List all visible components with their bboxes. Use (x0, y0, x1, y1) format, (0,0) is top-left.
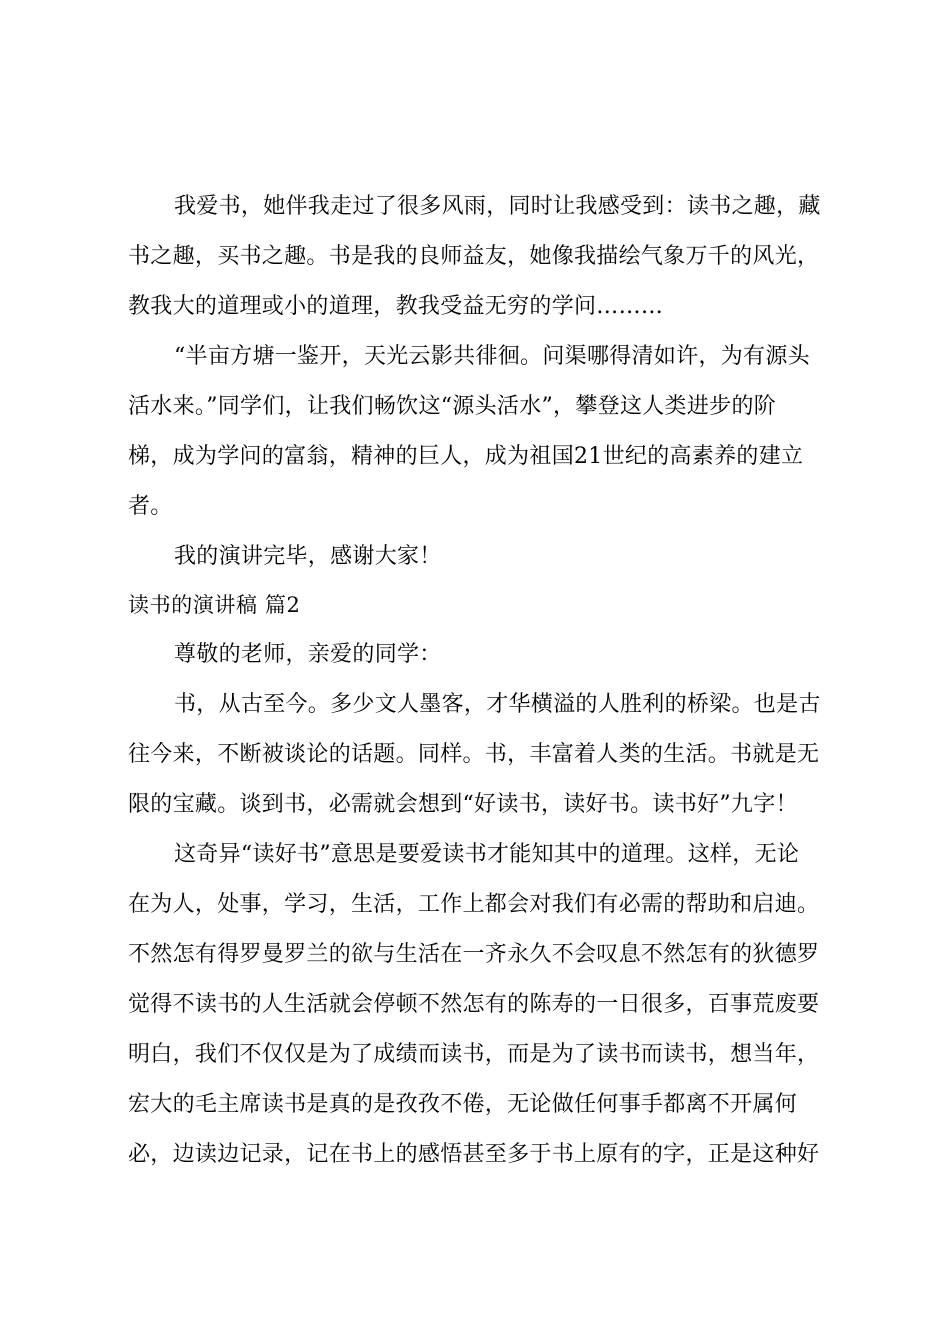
paragraph-5-line-2: 在为人，处事，学习，生活，工作上都会对我们有必需的帮助和启迪。 (128, 892, 820, 917)
paragraph-1-line-3: 教我大的道理或小的道理，教我受益无穷的学问……… (128, 294, 664, 319)
section-heading: 读书的演讲稿 篇2 (128, 593, 301, 617)
paragraph-3-line-1: 我的演讲完毕，感谢大家！ (174, 544, 442, 569)
paragraph-2-line-3: 梯，成为学问的富翁，精神的巨人，成为祖国21世纪的高素养的建立 (128, 444, 804, 469)
greeting: 尊敬的老师，亲爱的同学： (174, 642, 442, 667)
paragraph-5-line-7: 必，边读边记录，记在书上的感悟甚至多于书上原有的字，正是这种好 (128, 1142, 820, 1167)
paragraph-1-line-1: 我爱书，她伴我走过了很多风雨，同时让我感受到：读书之趣，藏 (174, 194, 821, 219)
paragraph-4-line-2: 往今来，不断被谈论的话题。同样。书，丰富着人类的生活。书就是无 (128, 742, 820, 767)
paragraph-2-line-4: 者。 (128, 494, 173, 519)
paragraph-5-line-1: 这奇异“读好书”意思是要爱读书才能知其中的道理。这样，无论 (174, 842, 800, 867)
paragraph-1-line-2: 书之趣，买书之趣。书是我的良师益友，她像我描绘气象万千的风光， (128, 244, 820, 269)
paragraph-2-line-1: “半亩方塘一鉴开，天光云影共徘徊。问渠哪得清如许，为有源头 (174, 344, 810, 369)
paragraph-2-line-2: 活水来。”同学们，让我们畅饮这“源头活水”，攀登这人类进步的阶 (128, 394, 777, 419)
paragraph-5-line-4: 觉得不读书的人生活就会停顿不然怎有的陈寿的一日很多，百事荒废要 (128, 992, 820, 1017)
paragraph-5-line-3: 不然怎有得罗曼罗兰的欲与生活在一齐永久不会叹息不然怎有的狄德罗 (128, 942, 820, 967)
paragraph-4-line-1: 书，从古至今。多少文人墨客，才华横溢的人胜利的桥梁。也是古 (174, 692, 821, 717)
paragraph-5-line-5: 明白，我们不仅仅是为了成绩而读书，而是为了读书而读书，想当年， (128, 1042, 820, 1067)
paragraph-4-line-3: 限的宝藏。谈到书，必需就会想到“好读书，读好书。读书好”九字！ (128, 792, 798, 817)
paragraph-5-line-6: 宏大的毛主席读书是真的是孜孜不倦，无论做任何事手都离不开属何 (128, 1092, 798, 1117)
